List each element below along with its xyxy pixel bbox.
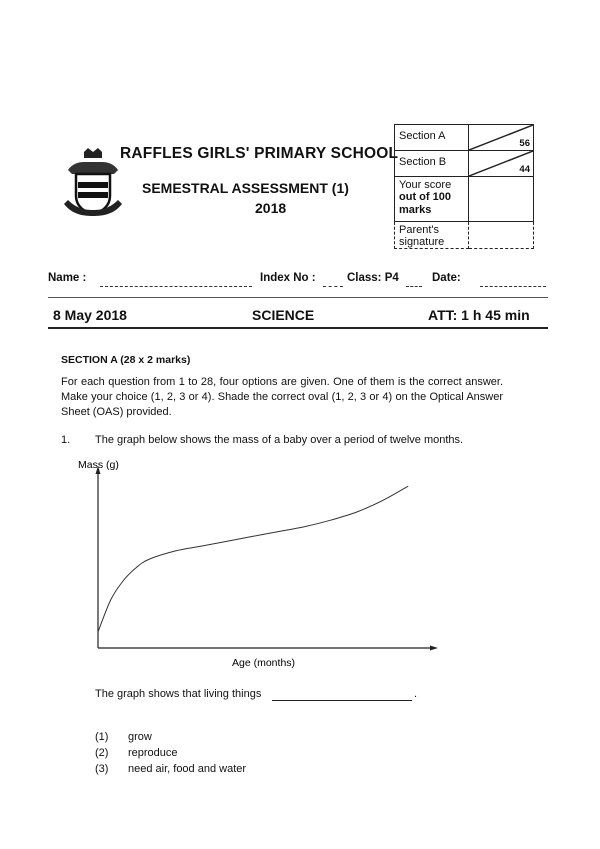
subject-name: SCIENCE (252, 307, 315, 323)
school-crest-logo (62, 148, 124, 218)
class-field[interactable] (406, 276, 422, 287)
parent-signature-label (395, 222, 469, 249)
mass-age-graph (76, 458, 446, 673)
divider-top (48, 297, 548, 298)
option-3-number: (3) (95, 763, 109, 775)
section-b-label: Section B (395, 151, 469, 177)
your-score-label (395, 177, 469, 222)
exam-date: 8 May 2018 (53, 307, 127, 323)
question-1-stem: The graph shows that living things (95, 688, 262, 700)
option-2-text: reproduce (128, 747, 178, 759)
your-score-label-line-3: marks (399, 204, 432, 216)
date-field[interactable] (480, 276, 546, 287)
parent-signature-label-line-1: Parent's (399, 224, 440, 236)
index-no-field[interactable] (323, 276, 343, 287)
date-label: Date: (432, 272, 461, 284)
score-table (394, 124, 534, 249)
series-line (98, 486, 408, 632)
exam-duration: ATT: 1 h 45 min (428, 307, 530, 323)
section-a-label: Section A (395, 125, 469, 151)
parent-signature-label-line-2: signature (399, 236, 445, 248)
question-1-number: 1. (61, 434, 71, 446)
class-label: Class: P4 (347, 272, 399, 284)
answer-blank (272, 700, 412, 701)
option-3-text: need air, food and water (128, 763, 247, 775)
divider-bottom (48, 327, 548, 329)
your-score-label-line-1: Your score (399, 179, 452, 191)
name-field[interactable] (100, 276, 252, 287)
section-b-marks: 44 (519, 164, 530, 175)
question-1-text: The graph below shows the mass of a baby over a period of twelve months. (95, 434, 464, 446)
option-1-text: grow (128, 731, 152, 743)
school-name: RAFFLES GIRLS' PRIMARY SCHOOL (120, 145, 399, 162)
option-2-number: (2) (95, 747, 109, 759)
index-no-label: Index No : (260, 272, 316, 284)
y-axis-label: Mass (g) (78, 459, 119, 471)
parent-signature-cell[interactable] (469, 222, 534, 249)
your-score-label-line-2: out of 100 (399, 191, 451, 203)
assessment-title: SEMESTRAL ASSESSMENT (1) (142, 180, 349, 196)
stem-period: . (414, 688, 418, 700)
x-axis-arrow (430, 646, 438, 651)
assessment-year: 2018 (255, 200, 287, 216)
name-label: Name : (48, 272, 87, 284)
x-axis-label: Age (months) (232, 657, 296, 669)
total-score-cell[interactable] (469, 177, 534, 222)
option-1-number: (1) (95, 731, 109, 743)
section-a-instructions: For each question from 1 to 28, four options are given. One of them is the correct answer. Make your choice (1, 2, 3 or 4). Shade the correct oval (1, 2, 3 or 4) on the Optical Answer Sheet (OAS) provided. (61, 376, 503, 418)
section-b-score-cell[interactable] (469, 151, 534, 177)
section-a-marks: 56 (519, 138, 530, 149)
section-a-title: SECTION A (28 x 2 marks) (61, 354, 191, 366)
section-a-score-cell[interactable] (469, 125, 534, 151)
